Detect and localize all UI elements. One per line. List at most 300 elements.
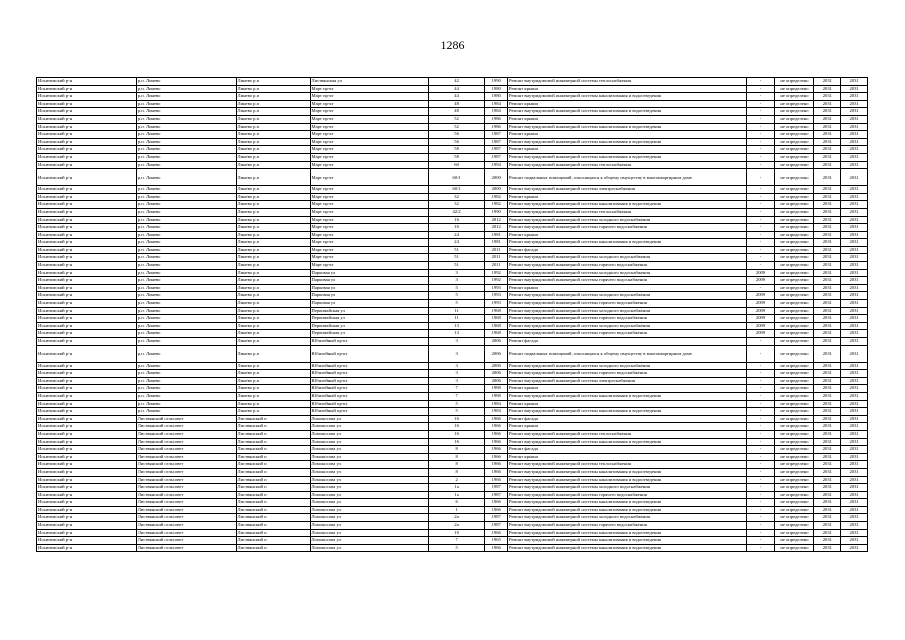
cell-house: 11 <box>428 315 485 323</box>
cell-district: Искитимский р-н <box>37 78 137 86</box>
table-row <box>37 544 868 552</box>
table-row <box>37 529 868 537</box>
cell-plan-end: 2031 <box>841 115 868 123</box>
table-row <box>37 408 868 416</box>
cell-plan-end: 2031 <box>841 93 868 101</box>
cell-house: 56 <box>428 131 485 139</box>
cell-plan-end: 2031 <box>841 231 868 239</box>
cell-locality: Линево р.п <box>236 131 310 139</box>
cell-street: Март пр-кт <box>310 108 428 116</box>
cell-district: Искитимский р-н <box>37 277 137 285</box>
cell-district: Искитимский р-н <box>37 322 137 330</box>
cell-locality: Линево р.п <box>236 169 310 186</box>
cell-locality: Линево р.п <box>236 115 310 123</box>
cell-year: 2000 <box>485 186 508 194</box>
cell-municipality: р.п. Линево <box>136 123 236 131</box>
cell-municipality: р.п. Линево <box>136 277 236 285</box>
cell-locality: Линево р.п <box>236 262 310 270</box>
cell-locality: Линево р.п <box>236 400 310 408</box>
cell-street: Юбилейный пр-кт <box>310 338 428 346</box>
table-row <box>37 138 868 146</box>
cell-locality: Линево р.п <box>236 385 310 393</box>
cell-municipality: Листвянский сельсовет <box>136 544 236 552</box>
cell-plan-start: 2031 <box>814 262 841 270</box>
cell-cost: не определено <box>775 93 814 101</box>
cell-cost: не определено <box>775 529 814 537</box>
cell-plan-end: 2031 <box>841 529 868 537</box>
cell-plan-start: 2031 <box>814 231 841 239</box>
cell-work-type: Ремонт внутридомовой инженерной системы теплоснабжения <box>508 461 747 469</box>
cell-house: 48 <box>428 100 485 108</box>
cell-cost: не определено <box>775 322 814 330</box>
cell-municipality: Листвянский сельсовет <box>136 537 236 545</box>
cell-plan-start: 2031 <box>814 146 841 154</box>
cell-street: Ломоносова ул <box>310 438 428 446</box>
table-row <box>37 284 868 292</box>
cell-plan-start: 2031 <box>814 123 841 131</box>
cell-house: 3 <box>428 362 485 370</box>
cell-plan-start: 2031 <box>814 108 841 116</box>
cell-cost: не определено <box>775 269 814 277</box>
table-row <box>37 201 868 209</box>
cell-street: Март пр-кт <box>310 146 428 154</box>
cell-municipality: Листвянский сельсовет <box>136 529 236 537</box>
cell-municipality: р.п. Линево <box>136 208 236 216</box>
cell-street: Март пр-кт <box>310 115 428 123</box>
cell-prev-year: - <box>746 377 775 385</box>
cell-cost: не определено <box>775 169 814 186</box>
cell-district: Искитимский р-н <box>37 446 137 454</box>
table-row <box>37 338 868 346</box>
cell-cost: не определено <box>775 284 814 292</box>
cell-street: Март пр-кт <box>310 85 428 93</box>
cell-prev-year: - <box>746 430 775 438</box>
cell-cost: не определено <box>775 115 814 123</box>
cell-street: Ломоносова ул <box>310 453 428 461</box>
cell-prev-year: - <box>746 138 775 146</box>
cell-plan-end: 2031 <box>841 330 868 338</box>
cell-locality: Линево р.п <box>236 153 310 161</box>
cell-house: 16 <box>428 415 485 423</box>
cell-municipality: р.п. Линево <box>136 322 236 330</box>
cell-prev-year: - <box>746 468 775 476</box>
cell-cost: не определено <box>775 161 814 169</box>
cell-district: Искитимский р-н <box>37 193 137 201</box>
table-row <box>37 300 868 308</box>
cell-plan-start: 2031 <box>814 453 841 461</box>
cell-plan-start: 2031 <box>814 476 841 484</box>
cell-municipality: р.п. Линево <box>136 292 236 300</box>
cell-municipality: р.п. Линево <box>136 284 236 292</box>
cell-work-type: Ремонт внутридомовой инженерной системы горячего водоснабжения <box>508 262 747 270</box>
cell-plan-end: 2031 <box>841 100 868 108</box>
cell-municipality: Листвянский сельсовет <box>136 423 236 431</box>
cell-work-type: Ремонт внутридомовой инженерной системы канализования и водоотведения <box>508 138 747 146</box>
cell-district: Искитимский р-н <box>37 269 137 277</box>
cell-plan-end: 2031 <box>841 153 868 161</box>
cell-prev-year: 2009 <box>746 322 775 330</box>
table-row <box>37 506 868 514</box>
table-row <box>37 315 868 323</box>
cell-prev-year: - <box>746 216 775 224</box>
cell-locality: Линево р.п <box>236 208 310 216</box>
cell-district: Искитимский р-н <box>37 138 137 146</box>
cell-street: Ломоносова ул <box>310 430 428 438</box>
cell-locality: Линево р.п <box>236 315 310 323</box>
cell-work-type: Ремонт внутридомовой инженерной системы канализования и водоотведения <box>508 537 747 545</box>
table-row <box>37 193 868 201</box>
cell-prev-year: - <box>746 100 775 108</box>
cell-work-type: Ремонт внутридомовой инженерной системы канализования и водоотведения <box>508 392 747 400</box>
table-row <box>37 108 868 116</box>
cell-plan-start: 2031 <box>814 186 841 194</box>
cell-work-type: Ремонт внутридомовой инженерной системы канализования и водоотведения <box>508 438 747 446</box>
cell-municipality: р.п. Линево <box>136 315 236 323</box>
cell-locality: Листвянский п <box>236 476 310 484</box>
cell-plan-start: 2031 <box>814 85 841 93</box>
cell-plan-start: 2031 <box>814 430 841 438</box>
cell-plan-end: 2031 <box>841 476 868 484</box>
cell-plan-end: 2031 <box>841 362 868 370</box>
cell-prev-year: - <box>746 514 775 522</box>
cell-municipality: Листвянский сельсовет <box>136 476 236 484</box>
cell-plan-start: 2031 <box>814 338 841 346</box>
cell-plan-start: 2031 <box>814 246 841 254</box>
cell-municipality: р.п. Линево <box>136 115 236 123</box>
cell-year: 2006 <box>485 377 508 385</box>
cell-house: 5 <box>428 408 485 416</box>
cell-house: 8 <box>428 468 485 476</box>
cell-plan-end: 2031 <box>841 108 868 116</box>
cell-plan-end: 2031 <box>841 322 868 330</box>
cell-cost: не определено <box>775 123 814 131</box>
cell-prev-year: - <box>746 338 775 346</box>
cell-prev-year: - <box>746 408 775 416</box>
cell-municipality: р.п. Линево <box>136 231 236 239</box>
cell-cost: не определено <box>775 315 814 323</box>
cell-work-type: Ремонт внутридомовой инженерной системы канализования и водоотведения <box>508 476 747 484</box>
cell-plan-end: 2031 <box>841 400 868 408</box>
cell-work-type: Ремонт крыши <box>508 146 747 154</box>
cell-house: 56 <box>428 138 485 146</box>
cell-plan-start: 2031 <box>814 161 841 169</box>
cell-work-type: Ремонт внутридомовой инженерной системы канализования и водоотведения <box>508 123 747 131</box>
cell-street: Парковая ул <box>310 300 428 308</box>
cell-street: Парковая ул <box>310 277 428 285</box>
cell-work-type: Ремонт внутридомовой инженерной системы канализования и водоотведения <box>508 108 747 116</box>
cell-locality: Листвянский п <box>236 430 310 438</box>
table-row <box>37 438 868 446</box>
cell-cost: не определено <box>775 362 814 370</box>
cell-plan-end: 2031 <box>841 262 868 270</box>
cell-municipality: р.п. Линево <box>136 93 236 101</box>
table-row <box>37 216 868 224</box>
cell-prev-year: - <box>746 423 775 431</box>
cell-district: Искитимский р-н <box>37 415 137 423</box>
cell-locality: Линево р.п <box>236 231 310 239</box>
cell-street: Юбилейный пр-кт <box>310 362 428 370</box>
cell-locality: Линево р.п <box>236 138 310 146</box>
cell-work-type: Ремонт внутридомовой инженерной системы горячего водоснабжения <box>508 277 747 285</box>
cell-plan-end: 2031 <box>841 377 868 385</box>
cell-district: Искитимский р-н <box>37 529 137 537</box>
cell-district: Искитимский р-н <box>37 423 137 431</box>
cell-street: Первомайская ул <box>310 307 428 315</box>
cell-prev-year: - <box>746 231 775 239</box>
table-row <box>37 254 868 262</box>
cell-year: 1980 <box>485 85 508 93</box>
cell-district: Искитимский р-н <box>37 438 137 446</box>
cell-work-type: Ремонт внутридомовой инженерной системы холодного водоснабжения <box>508 322 747 330</box>
cell-prev-year: - <box>746 108 775 116</box>
cell-municipality: Листвянский сельсовет <box>136 438 236 446</box>
cell-prev-year: 2009 <box>746 315 775 323</box>
cell-house: 11 <box>428 307 485 315</box>
cell-prev-year: - <box>746 254 775 262</box>
cell-municipality: Листвянский сельсовет <box>136 506 236 514</box>
cell-year: 1987 <box>485 131 508 139</box>
cell-plan-start: 2031 <box>814 100 841 108</box>
table-row <box>37 461 868 469</box>
cell-prev-year: - <box>746 224 775 232</box>
cell-plan-end: 2031 <box>841 453 868 461</box>
cell-house: 2а <box>428 514 485 522</box>
cell-cost: не определено <box>775 186 814 194</box>
cell-plan-start: 2031 <box>814 506 841 514</box>
cell-cost: не определено <box>775 262 814 270</box>
cell-municipality: р.п. Линево <box>136 307 236 315</box>
cell-street: Ломоносова ул <box>310 506 428 514</box>
cell-plan-end: 2031 <box>841 338 868 346</box>
cell-plan-start: 2031 <box>814 362 841 370</box>
cell-street: Юбилейный пр-кт <box>310 385 428 393</box>
cell-plan-end: 2031 <box>841 438 868 446</box>
cell-plan-start: 2031 <box>814 284 841 292</box>
cell-district: Искитимский р-н <box>37 292 137 300</box>
cell-street: Ломоносова ул <box>310 544 428 552</box>
cell-plan-end: 2031 <box>841 284 868 292</box>
cell-district: Искитимский р-н <box>37 85 137 93</box>
cell-work-type: Ремонт внутридомовой инженерной системы холодного водоснабжения <box>508 216 747 224</box>
table-row <box>37 100 868 108</box>
cell-year: 1984 <box>485 408 508 416</box>
cell-work-type: Ремонт фасада <box>508 446 747 454</box>
cell-work-type: Ремонт внутридомовой инженерной системы канализования и водоотведения <box>508 544 747 552</box>
cell-house: 1а <box>428 484 485 492</box>
cell-locality: Линево р.п <box>236 392 310 400</box>
cell-year: 1981 <box>485 239 508 247</box>
cell-locality: Листвянский п <box>236 453 310 461</box>
cell-year: 1984 <box>485 108 508 116</box>
cell-cost: не определено <box>775 224 814 232</box>
cell-municipality: р.п. Линево <box>136 239 236 247</box>
cell-prev-year: - <box>746 146 775 154</box>
cell-plan-end: 2031 <box>841 216 868 224</box>
cell-cost: не определено <box>775 146 814 154</box>
table-row <box>37 377 868 385</box>
cell-plan-end: 2031 <box>841 491 868 499</box>
cell-prev-year: - <box>746 506 775 514</box>
cell-cost: не определено <box>775 506 814 514</box>
cell-cost: не определено <box>775 131 814 139</box>
cell-plan-start: 2031 <box>814 415 841 423</box>
table-row <box>37 146 868 154</box>
cell-locality: Листвянский п <box>236 461 310 469</box>
cell-street: Март пр-кт <box>310 93 428 101</box>
cell-work-type: Ремонт внутридомовой инженерной системы холодного водоснабжения <box>508 254 747 262</box>
cell-street: Март пр-кт <box>310 138 428 146</box>
cell-work-type: Ремонт внутридомовой инженерной системы теплоснабжения <box>508 78 747 86</box>
cell-district: Искитимский р-н <box>37 453 137 461</box>
table-row <box>37 115 868 123</box>
cell-locality: Листвянский п <box>236 544 310 552</box>
cell-cost: не определено <box>775 254 814 262</box>
cell-district: Искитимский р-н <box>37 537 137 545</box>
cell-plan-end: 2031 <box>841 224 868 232</box>
cell-cost: не определено <box>775 453 814 461</box>
cell-district: Искитимский р-н <box>37 216 137 224</box>
cell-year: 1966 <box>485 446 508 454</box>
cell-district: Искитимский р-н <box>37 522 137 530</box>
cell-district: Искитимский р-н <box>37 461 137 469</box>
cell-district: Искитимский р-н <box>37 468 137 476</box>
cell-year: 1984 <box>485 100 508 108</box>
cell-cost: не определено <box>775 544 814 552</box>
cell-cost: не определено <box>775 239 814 247</box>
cell-street: Март пр-кт <box>310 193 428 201</box>
cell-house: 7 <box>428 385 485 393</box>
cell-locality: Линево р.п <box>236 284 310 292</box>
cell-house: 13 <box>428 330 485 338</box>
cell-prev-year: - <box>746 123 775 131</box>
cell-plan-end: 2031 <box>841 186 868 194</box>
cell-house: 8 <box>428 446 485 454</box>
cell-locality: Листвянский п <box>236 514 310 522</box>
cell-cost: не определено <box>775 292 814 300</box>
table-row <box>37 85 868 93</box>
cell-house: 13 <box>428 322 485 330</box>
cell-house: 3 <box>428 377 485 385</box>
cell-year: 1984 <box>485 400 508 408</box>
cell-district: Искитимский р-н <box>37 153 137 161</box>
cell-cost: не определено <box>775 446 814 454</box>
cell-municipality: р.п. Линево <box>136 193 236 201</box>
cell-district: Искитимский р-н <box>37 254 137 262</box>
cell-prev-year: - <box>746 345 775 362</box>
cell-plan-start: 2031 <box>814 423 841 431</box>
cell-street: Ломоносова ул <box>310 446 428 454</box>
cell-prev-year: - <box>746 461 775 469</box>
cell-work-type: Ремонт внутридомовой инженерной системы теплоснабжения <box>508 161 747 169</box>
cell-plan-start: 2031 <box>814 277 841 285</box>
cell-year: 1988 <box>485 392 508 400</box>
cell-house: 48 <box>428 108 485 116</box>
cell-year: 1992 <box>485 269 508 277</box>
cell-district: Искитимский р-н <box>37 385 137 393</box>
cell-work-type: Ремонт внутридомовой инженерной системы холодного водоснабжения <box>508 514 747 522</box>
cell-work-type: Ремонт фасада <box>508 338 747 346</box>
cell-work-type: Ремонт крыши <box>508 453 747 461</box>
cell-locality: Линево р.п <box>236 100 310 108</box>
cell-year: 2006 <box>485 345 508 362</box>
table-row <box>37 131 868 139</box>
cell-municipality: р.п. Линево <box>136 300 236 308</box>
cell-house: 7 <box>428 537 485 545</box>
cell-cost: не определено <box>775 392 814 400</box>
cell-street: Март пр-кт <box>310 123 428 131</box>
cell-house: 5 <box>428 400 485 408</box>
cell-house: 5 <box>428 300 485 308</box>
cell-street: Март пр-кт <box>310 131 428 139</box>
cell-work-type: Ремонт внутридомовой инженерной системы канализования и водоотведения <box>508 93 747 101</box>
cell-cost: не определено <box>775 423 814 431</box>
page-number: 1286 <box>440 38 465 52</box>
cell-street: Март пр-кт <box>310 100 428 108</box>
cell-cost: не определено <box>775 307 814 315</box>
cell-street: Первомайская ул <box>310 315 428 323</box>
cell-plan-start: 2031 <box>814 446 841 454</box>
cell-cost: не определено <box>775 201 814 209</box>
table-row <box>37 224 868 232</box>
cell-work-type: Ремонт внутридомовой инженерной системы теплоснабжения <box>508 430 747 438</box>
cell-work-type: Ремонт внутридомовой инженерной системы канализования и водоотведения <box>508 201 747 209</box>
cell-plan-end: 2031 <box>841 201 868 209</box>
cell-cost: не определено <box>775 491 814 499</box>
cell-cost: не определено <box>775 537 814 545</box>
cell-locality: Линево р.п <box>236 377 310 385</box>
table-row <box>37 453 868 461</box>
cell-cost: не определено <box>775 377 814 385</box>
cell-year: 1966 <box>485 476 508 484</box>
cell-plan-start: 2031 <box>814 484 841 492</box>
cell-year: 1966 <box>485 430 508 438</box>
table-row <box>37 246 868 254</box>
cell-plan-start: 2031 <box>814 514 841 522</box>
cell-house: 8 <box>428 453 485 461</box>
cell-municipality: Листвянский сельсовет <box>136 430 236 438</box>
cell-work-type: Ремонт внутридомовой инженерной системы канализования и водоотведения <box>508 408 747 416</box>
cell-year: 2011 <box>485 246 508 254</box>
cell-work-type: Ремонт внутридомовой инженерной системы холодного водоснабжения <box>508 484 747 492</box>
cell-house: 42/2 <box>428 208 485 216</box>
cell-street: Март пр-кт <box>310 153 428 161</box>
cell-plan-end: 2031 <box>841 484 868 492</box>
cell-prev-year: - <box>746 362 775 370</box>
table-row <box>37 468 868 476</box>
cell-house: 3 <box>428 345 485 362</box>
cell-locality: Линево р.п <box>236 362 310 370</box>
cell-locality: Линево р.п <box>236 161 310 169</box>
cell-prev-year: - <box>746 85 775 93</box>
cell-prev-year: - <box>746 484 775 492</box>
cell-plan-start: 2031 <box>814 544 841 552</box>
table-row <box>37 345 868 362</box>
cell-work-type: Ремонт внутридомовой инженерной системы холодного водоснабжения <box>508 307 747 315</box>
cell-plan-end: 2031 <box>841 131 868 139</box>
cell-prev-year: - <box>746 499 775 507</box>
cell-cost: не определено <box>775 400 814 408</box>
cell-house: 3 <box>428 338 485 346</box>
cell-cost: не определено <box>775 330 814 338</box>
cell-district: Искитимский р-н <box>37 300 137 308</box>
cell-work-type: Ремонт крыши <box>508 131 747 139</box>
cell-house: 51 <box>428 246 485 254</box>
cell-house: 5 <box>428 292 485 300</box>
cell-municipality: Листвянский сельсовет <box>136 415 236 423</box>
cell-cost: не определено <box>775 499 814 507</box>
cell-street: Ломоносова ул <box>310 415 428 423</box>
cell-year: 2006 <box>485 338 508 346</box>
